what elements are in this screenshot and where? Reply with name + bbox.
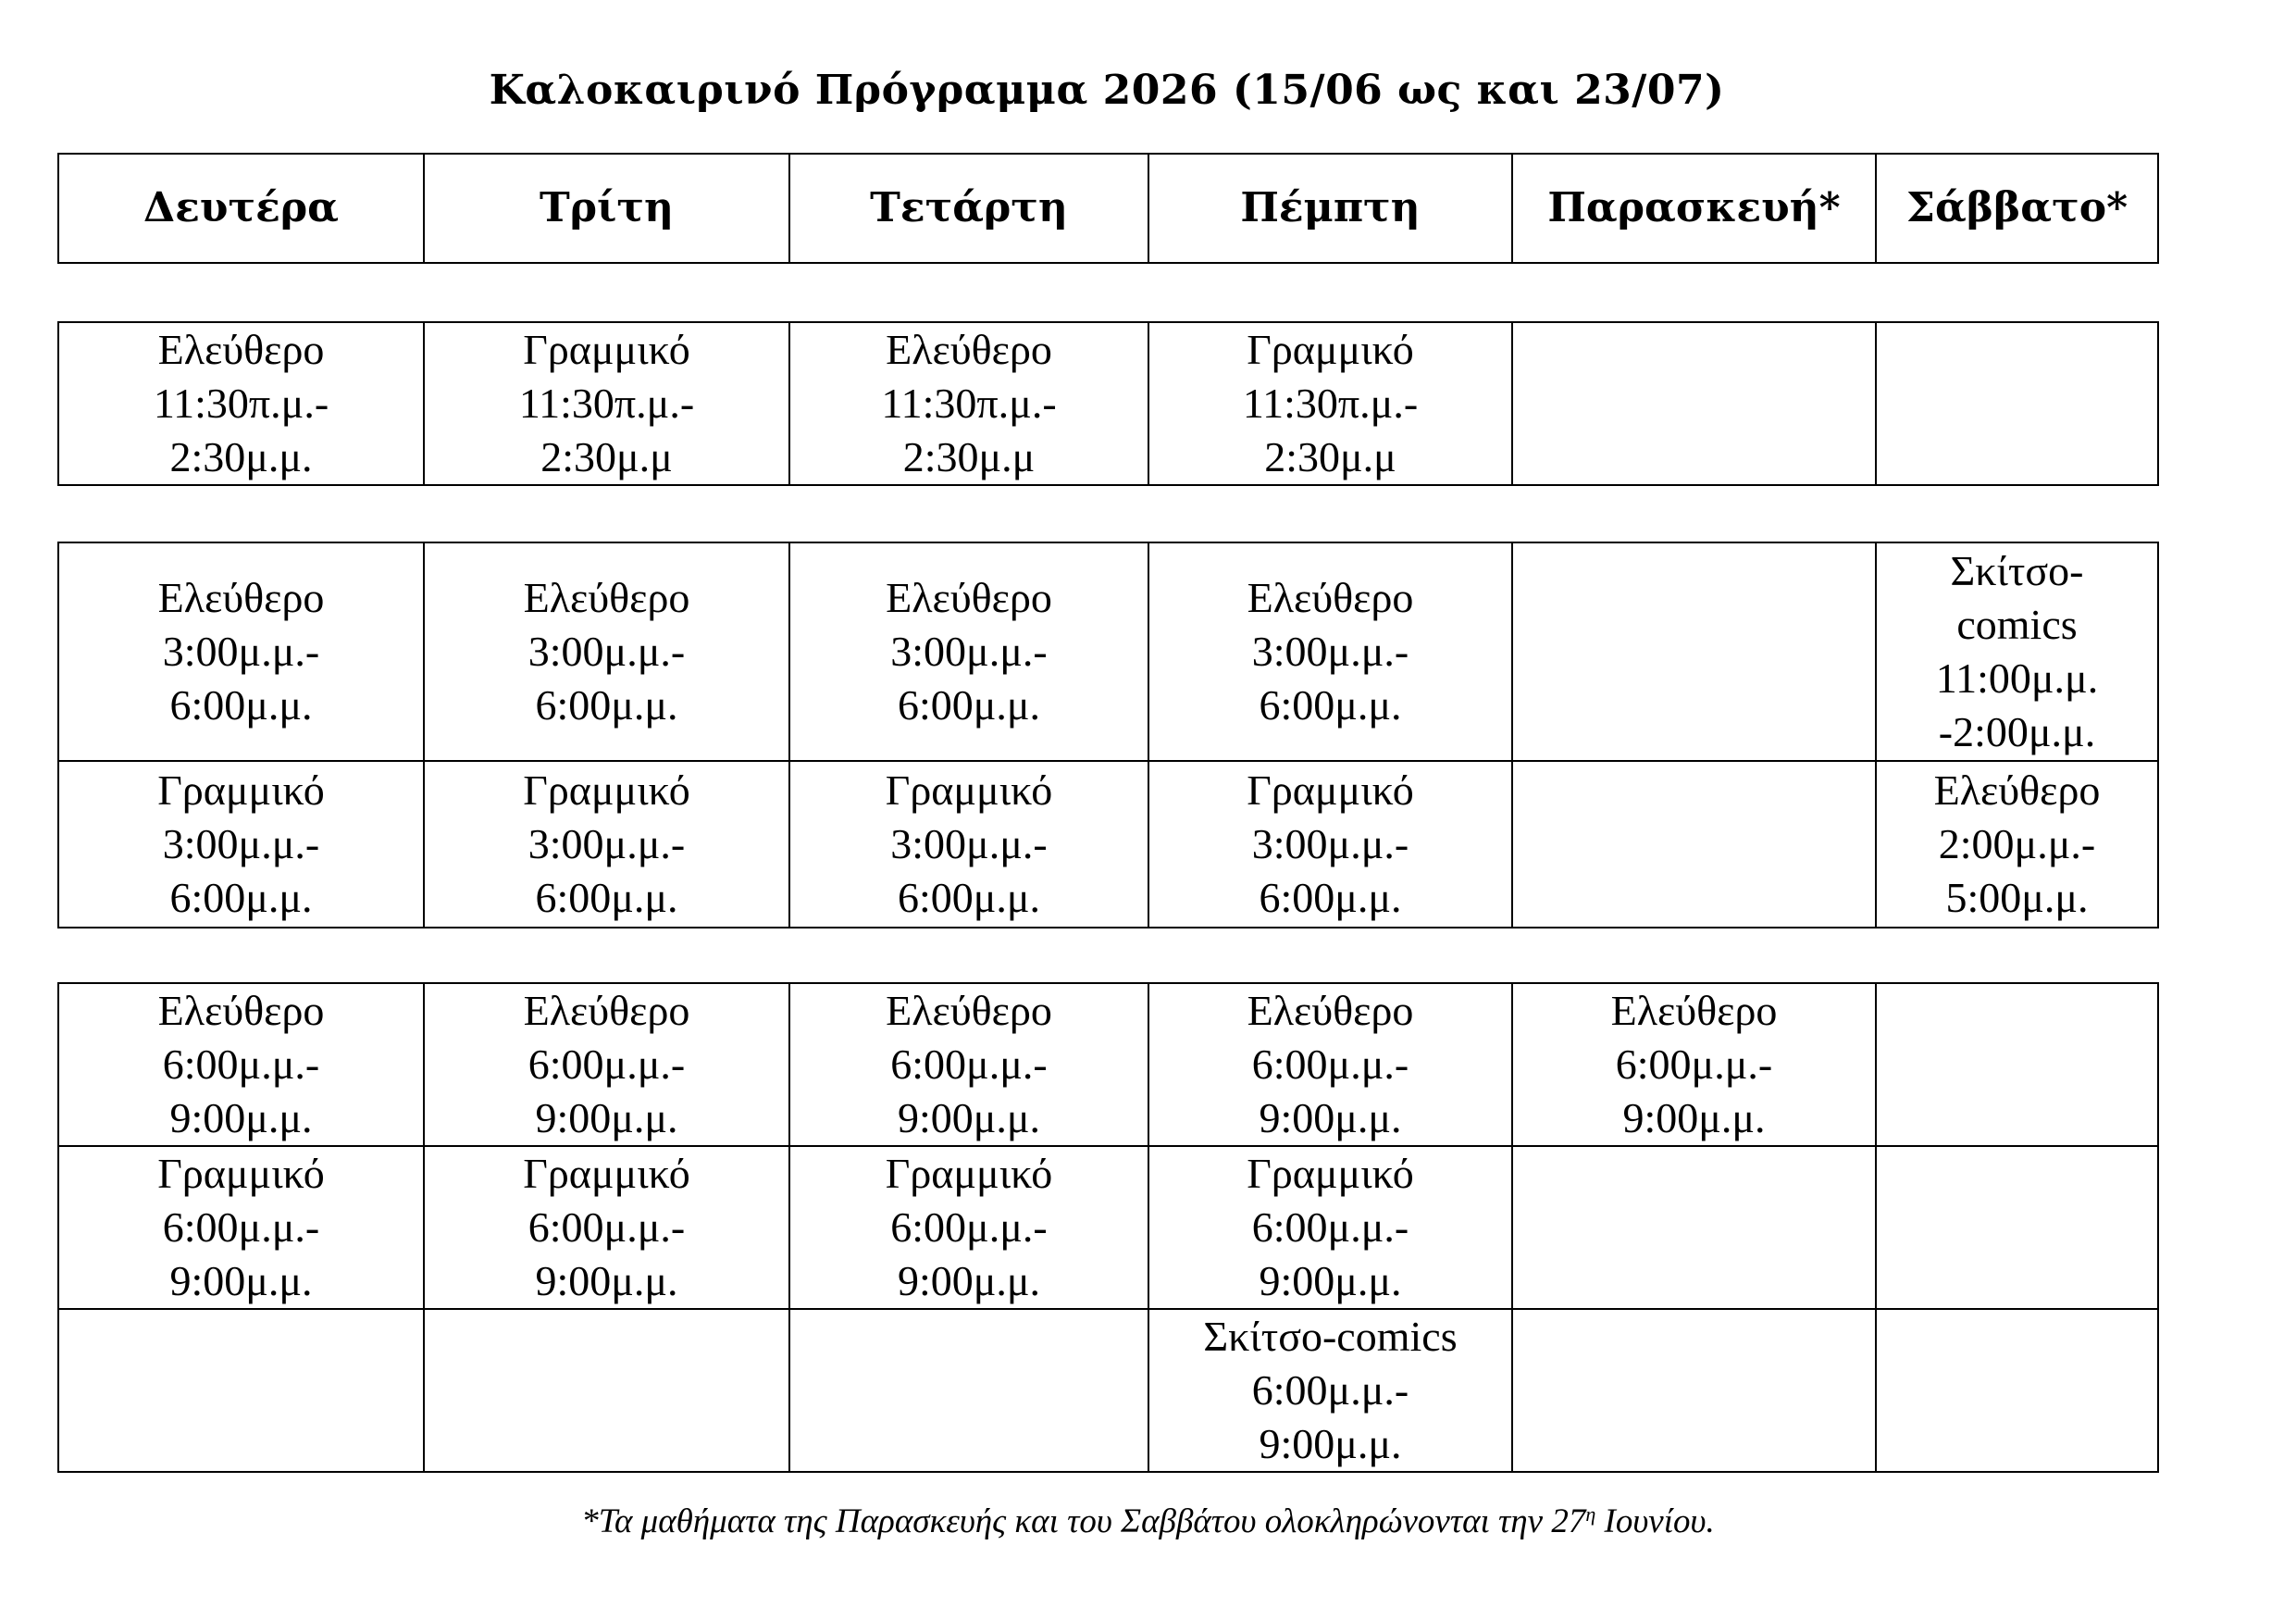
class-name: Γραμμικό bbox=[885, 1150, 1053, 1197]
schedule-cell-monday bbox=[58, 983, 424, 1146]
class-time: 6:00μ.μ. bbox=[1259, 681, 1402, 729]
class-name: Σκίτσο-comics bbox=[1203, 1313, 1458, 1360]
class-time: 3:00μ.μ.- bbox=[162, 628, 320, 675]
class-time: 6:00μ.μ. bbox=[535, 681, 678, 729]
day-header-thursday: Πέμπτη bbox=[1148, 154, 1512, 263]
schedule-cell-tuesday bbox=[424, 542, 789, 761]
class-time: 6:00μ.μ. bbox=[169, 681, 313, 729]
class-name: Γραμμικό bbox=[523, 766, 690, 814]
schedule-cell-monday bbox=[58, 322, 424, 485]
class-time: 5:00μ.μ. bbox=[1945, 874, 2089, 921]
day-header-monday: Δευτέρα bbox=[58, 154, 424, 263]
schedule-cell-wednesday bbox=[789, 761, 1148, 928]
class-time: 3:00μ.μ.- bbox=[890, 820, 1048, 867]
class-time: 6:00μ.μ. bbox=[897, 874, 1041, 921]
class-name: Γραμμικό bbox=[1247, 1150, 1414, 1197]
class-name: Ελεύθερο bbox=[886, 326, 1052, 373]
day-header-tuesday: Τρίτη bbox=[424, 154, 789, 263]
schedule-cell-saturday bbox=[1876, 322, 2158, 485]
schedule-block-evening bbox=[57, 982, 2159, 1473]
class-name: Ελεύθερο bbox=[1610, 987, 1778, 1034]
class-time: -2:00μ.μ. bbox=[1938, 708, 2096, 755]
class-name: Ελεύθερο bbox=[1247, 574, 1414, 621]
class-name: Γραμμικό bbox=[885, 766, 1053, 814]
schedule-cell-monday bbox=[58, 542, 424, 761]
class-time: 3:00μ.μ.- bbox=[890, 628, 1048, 675]
schedule-cell-tuesday bbox=[424, 761, 789, 928]
schedule-cell-saturday bbox=[1876, 983, 2158, 1146]
class-name: Ελεύθερο bbox=[886, 574, 1052, 621]
class-name: Γραμμικό bbox=[523, 326, 690, 373]
class-time: 2:30μ.μ bbox=[902, 433, 1036, 480]
class-time: 6:00μ.μ.- bbox=[162, 1041, 320, 1088]
schedule-cell-wednesday bbox=[789, 1146, 1148, 1309]
class-time: 6:00μ.μ. bbox=[897, 681, 1041, 729]
day-header-friday: Παρασκευή* bbox=[1512, 154, 1876, 263]
schedule-cell-thursday bbox=[1148, 761, 1512, 928]
class-name: Ελεύθερο bbox=[157, 574, 325, 621]
class-time: 11:30π.μ.- bbox=[518, 380, 695, 427]
footnote-text-end: Ιουνίου. bbox=[1595, 1502, 1715, 1540]
schedule-block-afternoon bbox=[57, 542, 2159, 928]
footnote bbox=[0, 1502, 2296, 1541]
class-time: 6:00μ.μ.- bbox=[162, 1203, 320, 1251]
class-time: 3:00μ.μ.- bbox=[1251, 628, 1409, 675]
schedule-cell-wednesday bbox=[789, 322, 1148, 485]
schedule-cell-tuesday bbox=[424, 1146, 789, 1309]
schedule-row bbox=[58, 542, 2158, 761]
class-time: 9:00μ.μ. bbox=[169, 1257, 313, 1304]
page-title: Καλοκαιρινό Πρόγραμμα 2026 (15/06 ως και 23/07) bbox=[489, 67, 1725, 114]
class-name: Ελεύθερο bbox=[157, 326, 325, 373]
schedule-cell-wednesday bbox=[789, 983, 1148, 1146]
class-time: 6:00μ.μ.- bbox=[1251, 1203, 1409, 1251]
class-time: 2:30μ.μ bbox=[540, 433, 673, 480]
class-time: 6:00μ.μ. bbox=[535, 874, 678, 921]
class-time: 6:00μ.μ.- bbox=[890, 1041, 1048, 1088]
schedule-block-morning bbox=[57, 321, 2159, 486]
class-name: Γραμμικό bbox=[157, 1150, 325, 1197]
schedule-cell-saturday bbox=[1876, 542, 2158, 761]
class-time: 2:00μ.μ.- bbox=[1938, 820, 2096, 867]
schedule-cell-saturday bbox=[1876, 761, 2158, 928]
schedule-cell-friday bbox=[1512, 983, 1876, 1146]
day-header-wednesday: Τετάρτη bbox=[789, 154, 1148, 263]
schedule-cell-friday bbox=[1512, 1146, 1876, 1309]
class-time: 6:00μ.μ.- bbox=[890, 1203, 1048, 1251]
class-name: Γραμμικό bbox=[1247, 326, 1414, 373]
schedule-row bbox=[58, 1146, 2158, 1309]
class-time: 3:00μ.μ.- bbox=[1251, 820, 1409, 867]
class-name: Σκίτσο- bbox=[1950, 547, 2084, 594]
class-time: comics bbox=[1956, 601, 2078, 648]
class-time: 6:00μ.μ.- bbox=[1251, 1041, 1409, 1088]
class-time: 11:30π.μ.- bbox=[153, 380, 329, 427]
class-time: 9:00μ.μ. bbox=[169, 1094, 313, 1141]
class-time: 6:00μ.μ.- bbox=[527, 1041, 686, 1088]
schedule-cell-monday bbox=[58, 1309, 424, 1472]
class-name: Ελεύθερο bbox=[523, 574, 690, 621]
class-name: Γραμμικό bbox=[157, 766, 325, 814]
schedule-row bbox=[58, 761, 2158, 928]
days-header-table bbox=[57, 153, 2159, 264]
class-time: 9:00μ.μ. bbox=[897, 1094, 1041, 1141]
schedule-cell-friday bbox=[1512, 1309, 1876, 1472]
class-time: 2:30μ.μ. bbox=[169, 433, 313, 480]
class-time: 3:00μ.μ.- bbox=[527, 628, 686, 675]
schedule-cell-monday bbox=[58, 761, 424, 928]
schedule-cell-thursday bbox=[1148, 542, 1512, 761]
footnote-superscript: η bbox=[1585, 1502, 1596, 1526]
class-name: Ελεύθερο bbox=[1247, 987, 1414, 1034]
schedule-cell-wednesday bbox=[789, 1309, 1148, 1472]
class-time: 9:00μ.μ. bbox=[1259, 1257, 1402, 1304]
schedule-cell-saturday bbox=[1876, 1146, 2158, 1309]
class-name: Ελεύθερο bbox=[886, 987, 1052, 1034]
class-name: Γραμμικό bbox=[523, 1150, 690, 1197]
class-time: 3:00μ.μ.- bbox=[162, 820, 320, 867]
schedule-row bbox=[58, 983, 2158, 1146]
class-name: Ελεύθερο bbox=[157, 987, 325, 1034]
class-time: 9:00μ.μ. bbox=[897, 1257, 1041, 1304]
class-time: 9:00μ.μ. bbox=[535, 1094, 678, 1141]
class-time: 11:00μ.μ. bbox=[1935, 654, 2099, 702]
class-time: 9:00μ.μ. bbox=[1622, 1094, 1766, 1141]
schedule-cell-tuesday bbox=[424, 322, 789, 485]
schedule-cell-thursday bbox=[1148, 1146, 1512, 1309]
class-name: Γραμμικό bbox=[1247, 766, 1414, 814]
schedule-cell-thursday bbox=[1148, 1309, 1512, 1472]
class-time: 9:00μ.μ. bbox=[1259, 1094, 1402, 1141]
schedule-row bbox=[58, 1309, 2158, 1472]
schedule-cell-friday bbox=[1512, 761, 1876, 928]
days-header-row bbox=[58, 154, 2158, 263]
class-time: 11:30π.μ.- bbox=[881, 380, 1057, 427]
class-time: 3:00μ.μ.- bbox=[527, 820, 686, 867]
class-time: 6:00μ.μ.- bbox=[1251, 1366, 1409, 1414]
footnote-text: *Τα μαθήματα της Παρασκευής και του Σαββάτου ολοκληρώνονται την 27 bbox=[581, 1502, 1586, 1540]
class-time: 9:00μ.μ. bbox=[535, 1257, 678, 1304]
class-name: Ελεύθερο bbox=[523, 987, 690, 1034]
schedule-cell-thursday bbox=[1148, 322, 1512, 485]
schedule-cell-tuesday bbox=[424, 983, 789, 1146]
class-time: 6:00μ.μ.- bbox=[527, 1203, 686, 1251]
class-name: Ελεύθερο bbox=[1933, 766, 2101, 814]
schedule-cell-friday bbox=[1512, 322, 1876, 485]
class-time: 11:30π.μ.- bbox=[1242, 380, 1419, 427]
schedule-cell-wednesday bbox=[789, 542, 1148, 761]
schedule-row bbox=[58, 322, 2158, 485]
schedule-cell-saturday bbox=[1876, 1309, 2158, 1472]
schedule-cell-friday bbox=[1512, 542, 1876, 761]
schedule-cell-monday bbox=[58, 1146, 424, 1309]
schedule-cell-thursday bbox=[1148, 983, 1512, 1146]
class-time: 6:00μ.μ.- bbox=[1615, 1041, 1773, 1088]
class-time: 6:00μ.μ. bbox=[1259, 874, 1402, 921]
day-header-saturday: Σάββατο* bbox=[1876, 154, 2158, 263]
schedule-cell-tuesday bbox=[424, 1309, 789, 1472]
class-time: 6:00μ.μ. bbox=[169, 874, 313, 921]
class-time: 9:00μ.μ. bbox=[1259, 1420, 1402, 1467]
class-time: 2:30μ.μ bbox=[1264, 433, 1396, 480]
